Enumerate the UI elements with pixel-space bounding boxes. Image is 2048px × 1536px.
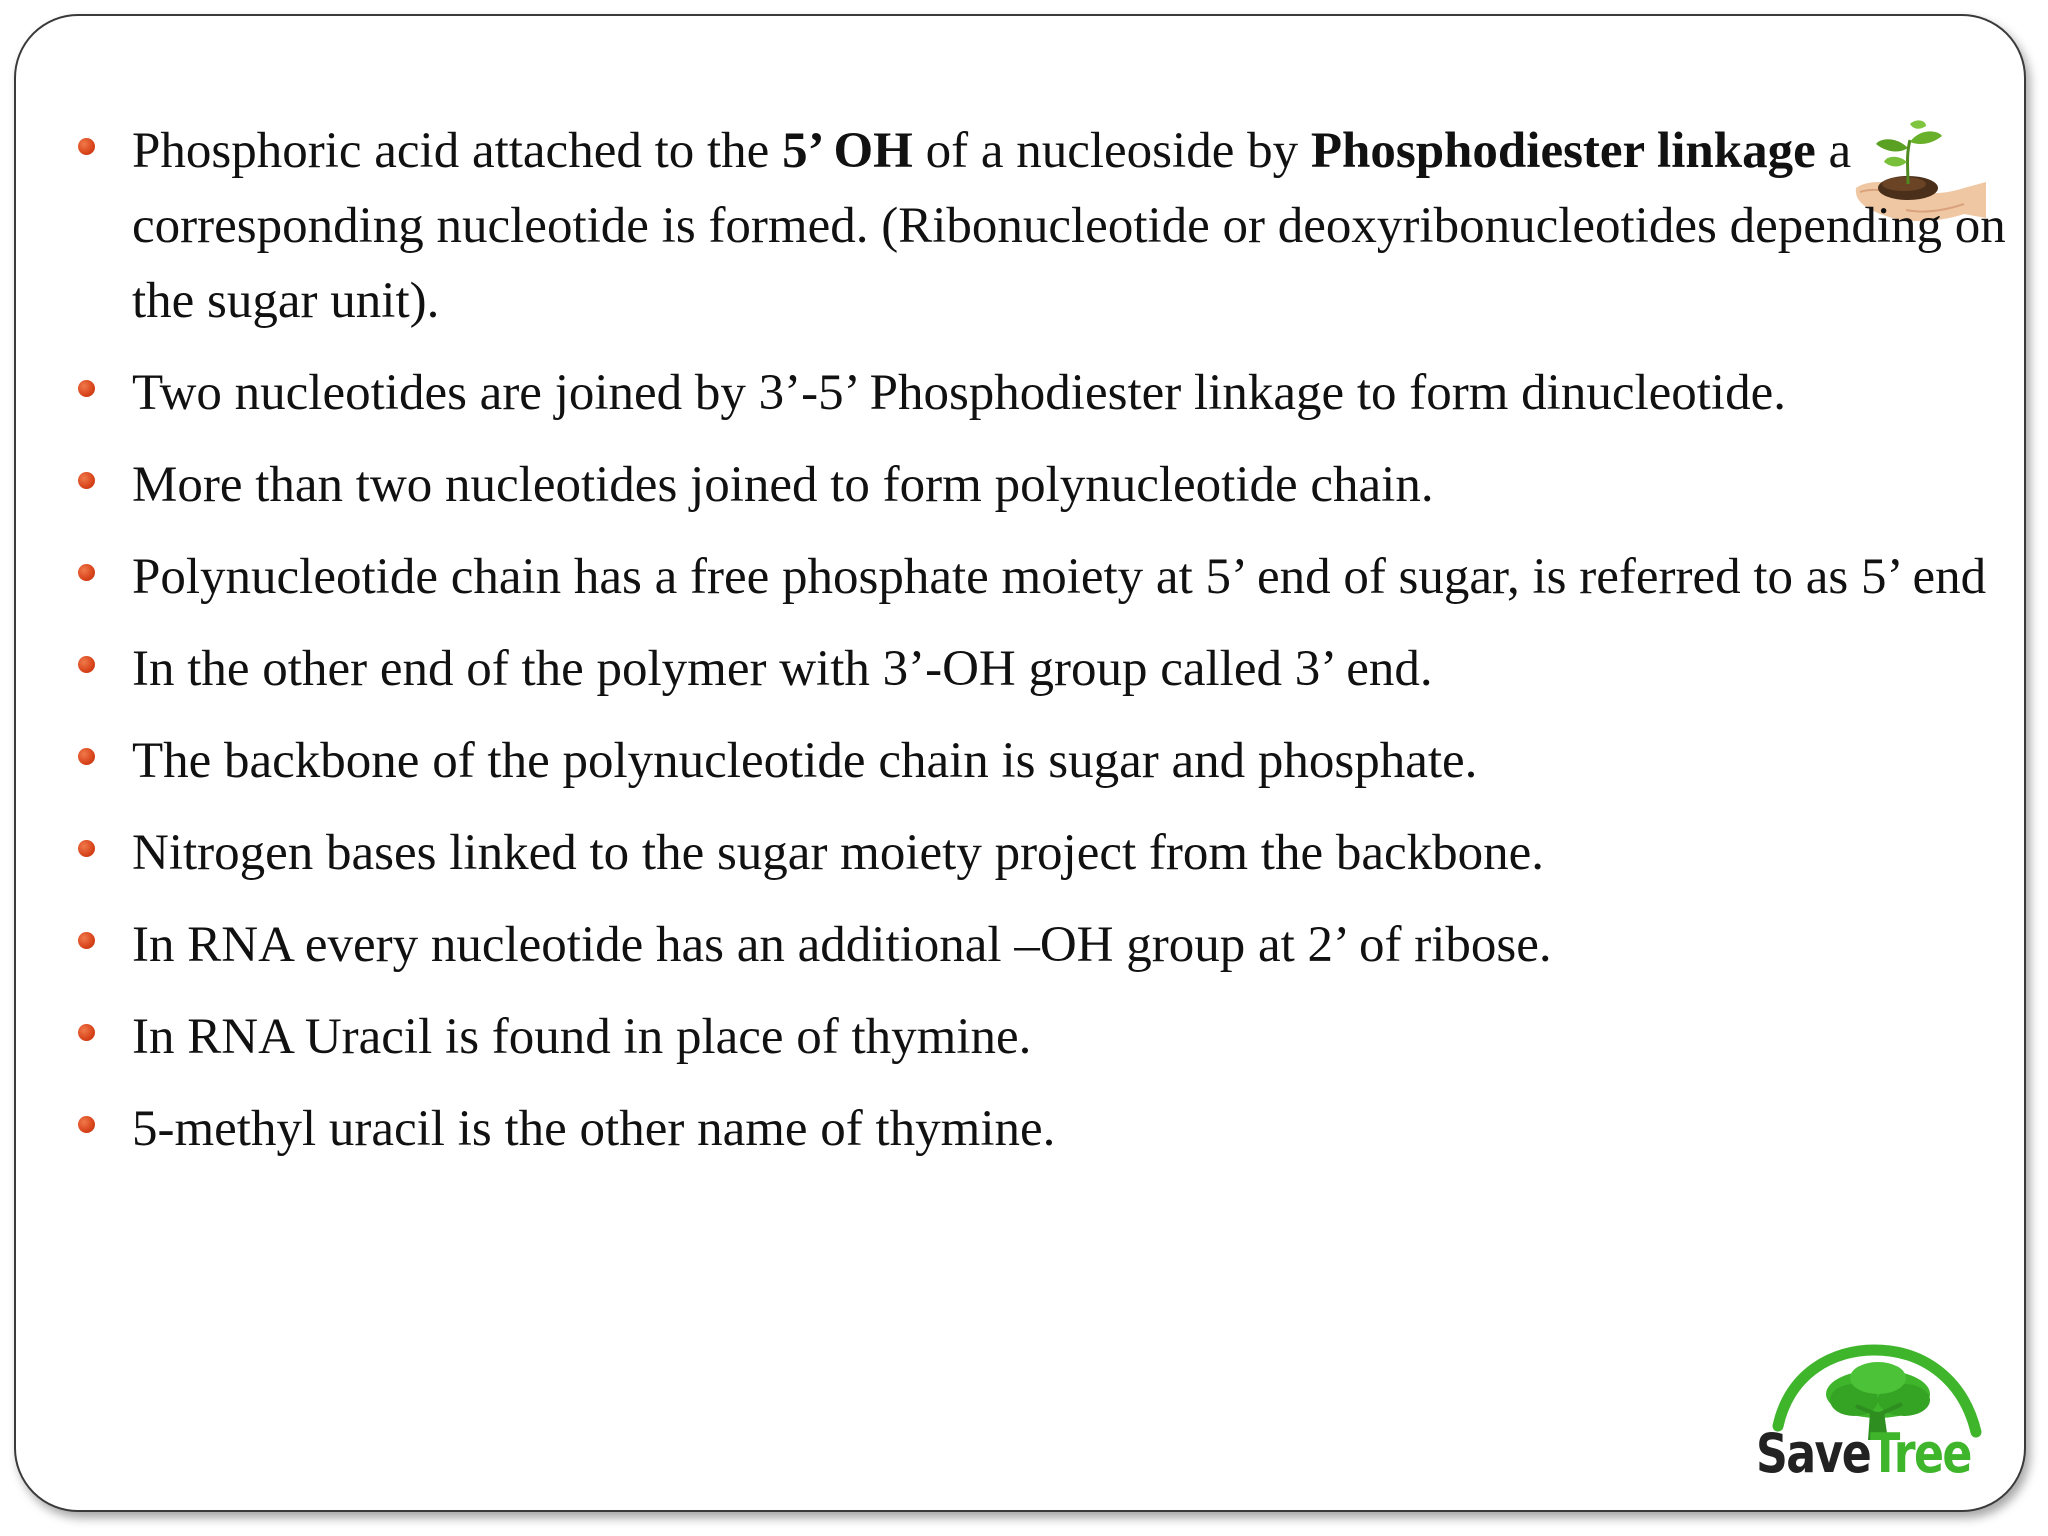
- bullet-dot-icon: [76, 632, 106, 707]
- bullet-dot-icon: [76, 448, 106, 523]
- bullet-item: [68, 356, 2018, 431]
- bullet-dot-icon: [76, 908, 106, 983]
- bullet-item: [68, 114, 2018, 339]
- bullet-dot-icon: [76, 540, 106, 615]
- bullet-dot-icon: [76, 1092, 106, 1167]
- slide-frame: [14, 14, 2026, 1512]
- bullet-text: Two nucleotides are joined by 3’-5’ Phosphodiester linkage to form dinucleotide.: [132, 365, 1786, 421]
- bullet-text: 5-methyl uracil is the other name of thymine.: [132, 1101, 1056, 1157]
- logo-word-save: Save: [1756, 1422, 1871, 1485]
- bullet-text: of a nucleoside by: [912, 123, 1311, 179]
- bullet-dot-icon: [76, 1000, 106, 1075]
- bullet-text: Phosphoric acid attached to the: [132, 123, 783, 179]
- bullet-item: [68, 816, 2018, 891]
- bullet-text: In RNA every nucleotide has an additional –OH group at 2’ of ribose.: [132, 917, 1552, 973]
- bullet-bold-text: Phosphodiester linkage: [1310, 123, 1816, 179]
- bullet-item: [68, 540, 2018, 615]
- bullet-text: The backbone of the polynucleotide chain is sugar and phosphate.: [132, 733, 1478, 789]
- bullet-dot-icon: [76, 114, 106, 189]
- bullet-item: [68, 908, 2018, 983]
- bullet-item: [68, 1092, 2018, 1167]
- bullet-dot-icon: [76, 816, 106, 891]
- logo-word-tree: Tree: [1870, 1422, 1971, 1485]
- bullet-dot-icon: [76, 724, 106, 799]
- bullet-dot-icon: [76, 356, 106, 431]
- bullet-item: [68, 1000, 2018, 1075]
- bullet-text: In the other end of the polymer with 3’-OH group called 3’ end.: [132, 641, 1433, 697]
- bullet-item: [68, 448, 2018, 523]
- bullet-text: Polynucleotide chain has a free phosphate moiety at 5’ end of sugar, is referred to as 5’ end: [132, 549, 1987, 605]
- bullet-text: More than two nucleotides joined to form polynucleotide chain.: [132, 457, 1434, 513]
- bullet-bold-text: 5’ OH: [782, 123, 913, 179]
- logo-wordmark: [1756, 1422, 1971, 1485]
- bullet-text: Nitrogen bases linked to the sugar moiety project from the backbone.: [132, 825, 1545, 881]
- bullet-item: [68, 632, 2018, 707]
- save-tree-logo: [1756, 1342, 2006, 1492]
- bullet-text: In RNA Uracil is found in place of thymine.: [132, 1009, 1032, 1065]
- bullet-text: a corresponding nucleotide is formed. (Ribonucleotide or deoxyribonucleotides depending on the sugar unit).: [132, 123, 2006, 329]
- bullet-item: [68, 724, 2018, 799]
- bullet-list: [68, 114, 2018, 1184]
